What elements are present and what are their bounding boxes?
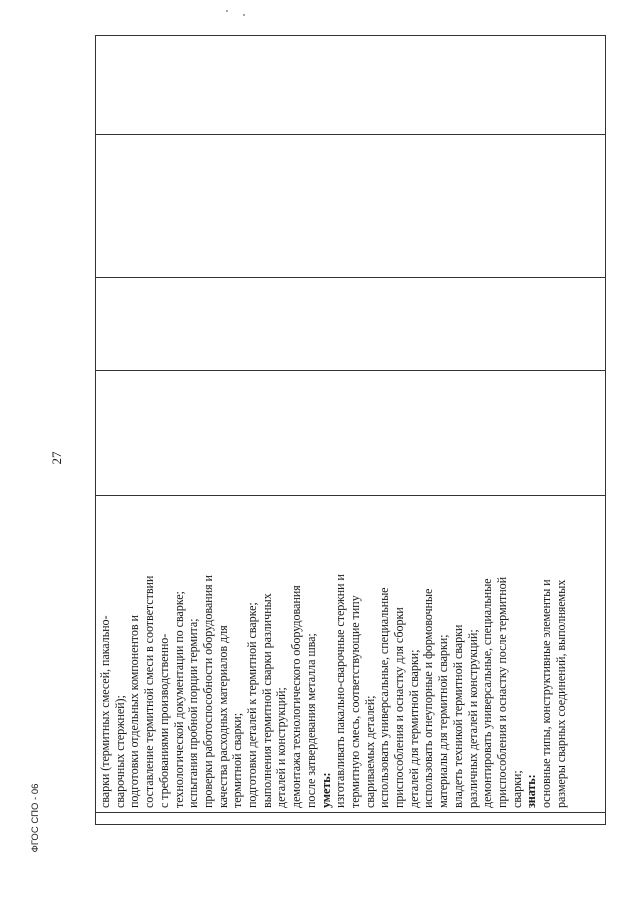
section-heading: уметь: [318, 772, 333, 809]
text-line: изготавливать пакально-сварочные стержни и [333, 574, 348, 809]
text-line: размеры сварных соединений, выполняемых [553, 579, 568, 809]
table-cell-empty [96, 134, 605, 278]
text-line: качества расходных материалов для [215, 625, 230, 809]
text-line: свариваемых деталей; [362, 695, 377, 809]
scan-speck [243, 14, 245, 16]
text-line: различных деталей и конструкций; [465, 629, 480, 809]
text-line: сварки (термитных смесей, пакально- [98, 615, 112, 809]
text-line: составление термитной смеси в соответствии [142, 575, 157, 809]
text-line: подготовки деталей к термитной сварке; [245, 602, 260, 809]
table-cell-skills [96, 495, 605, 812]
section-heading: знать: [524, 774, 539, 809]
text-line: с требованиями производственно- [156, 633, 171, 809]
scan-speck [226, 10, 228, 12]
text-line: демонтировать универсальные, специальные [480, 578, 495, 809]
table-cell-empty [96, 36, 605, 134]
text-line: после затвердевания металла шва; [303, 633, 318, 809]
table-cell-empty [96, 277, 605, 370]
text-line: технологической документации по сварке; [171, 591, 186, 809]
table-cell-empty-narrow [96, 812, 605, 824]
text-line: использовать универсальные, специальные [377, 587, 392, 809]
text-line: использовать огнеупорные и формовочные [421, 588, 436, 809]
text-line: основные типы, конструктивные элементы и [539, 579, 554, 809]
text-line: материалы для термитной сварки; [436, 634, 451, 809]
text-line: сварочных стержней); [112, 695, 127, 809]
text-line: владеть техникой термитной сварки [450, 624, 465, 809]
page-number: 27 [49, 451, 64, 465]
text-line: выполнения термитной сварки различных [259, 593, 274, 809]
text-line: приспособления и оснастку для сборки [392, 607, 407, 809]
text-line: проверки работоспособности оборудования и [200, 575, 215, 809]
text-line: термитную смесь, соответствующие типу [347, 595, 362, 809]
text-line: термитной сварки; [230, 713, 245, 809]
text-line: деталей для термитной сварки; [406, 649, 421, 809]
table-cell-empty [96, 370, 605, 495]
table-row [96, 36, 605, 824]
competency-table [95, 35, 606, 825]
text-line: демонтажа технологического оборудования [289, 585, 304, 809]
text-line: приспособления и оснастку после термитной [494, 576, 509, 809]
text-line: подготовки отдельных компонентов и [127, 615, 142, 809]
text-line: сварки; [509, 770, 524, 809]
footer-standard-code: ФГОС СПО - 06 [30, 783, 41, 853]
text-line: деталей и конструкций; [274, 687, 289, 809]
text-line: испытания пробной порции термита; [186, 618, 201, 809]
